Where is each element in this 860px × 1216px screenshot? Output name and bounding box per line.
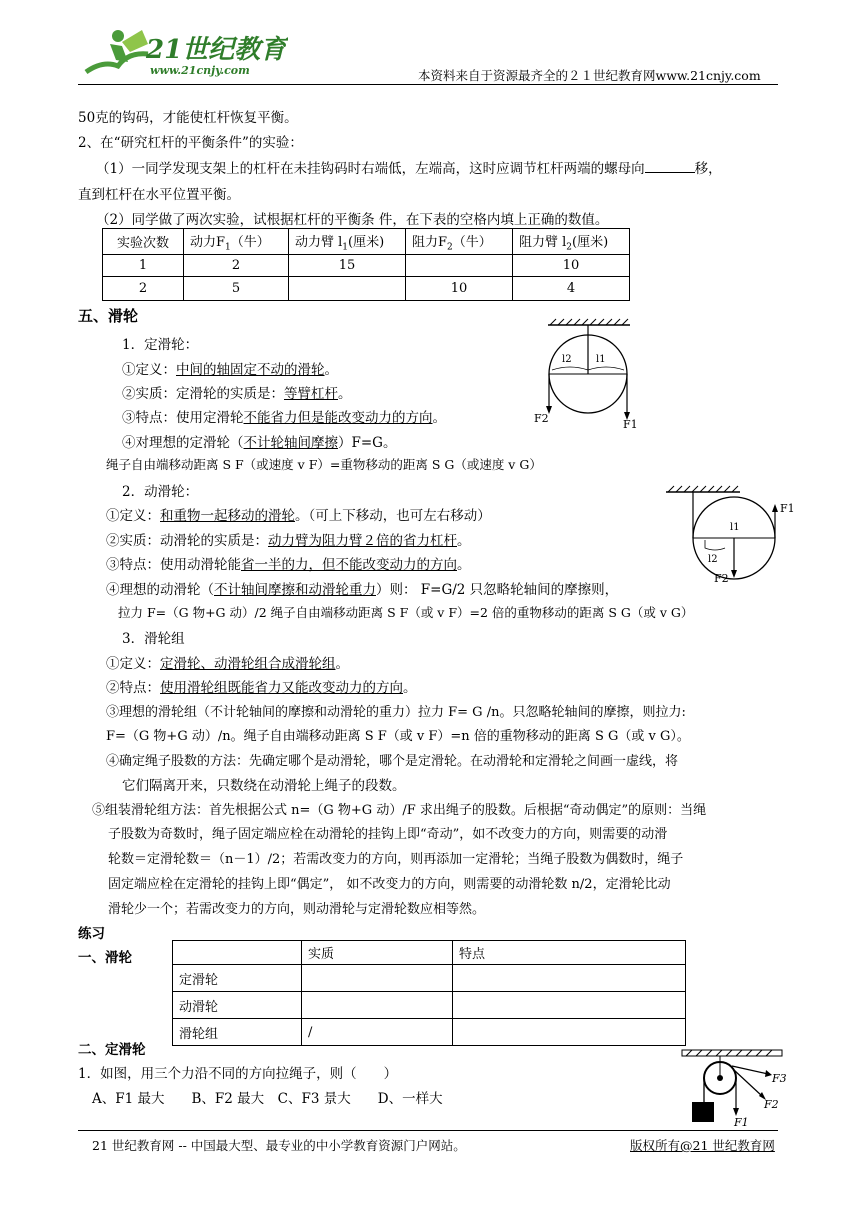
movable-pulley-nature: ②实质：动滑轮的实质是：动力臂为阻力臂２倍的省力杠杆。 [106,533,471,549]
assembly-method-line: 子股数为奇数时，绳子固定端应栓在动滑轮的挂钩上即“奇动”，如不改变力的方向，则需要的动滑 [108,827,668,842]
table-cell: 2 [103,277,184,301]
table-header: 阻力臂 $l_2$(厘米) [513,229,630,255]
figure-label: l2 [562,354,572,365]
table-header: 实质 [302,941,453,965]
figure-label: F1 [780,502,795,515]
figure-label: F2 [764,1098,779,1111]
figure-label: F3 [772,1072,787,1085]
table-cell: 1 [103,255,184,277]
table-header: 实验次数 [103,229,184,255]
assembly-method: ⑤组装滑轮组方法：首先根据公式 n=（G 物+G 动）/F 求出绳子的股数。后根据“奇动偶定”的原则：当绳 [92,803,707,818]
section-title: 五、滑轮 [78,307,139,325]
question-2-1-end: 移， [694,161,722,177]
figure-label: F1 [623,418,638,431]
question-2: 2、在“研究杠杆的平衡条件”的实验： [78,135,303,151]
question-2-1-text: （1）一同学发现支架上的杠杆在未挂钩码时右端低，左端高，这时应调节杠杆两端的螺母向 [96,161,645,177]
movable-pulley-ideal: ④理想的动滑轮（不计轴间摩擦和动滑轮重力）则： F=G/2 只忽略轮轴间的摩擦则， [106,582,619,598]
table-cell: 4 [513,277,630,301]
rope-count-method-cont: 它们隔离开来，只数绕在动滑轮上绳子的段数。 [122,778,406,794]
table-cell: 定滑轮 [173,965,302,992]
practice-title: 练习 [78,926,105,942]
figure-label: F2 [534,412,549,425]
table-cell[interactable] [302,965,453,992]
question-2-2: （2）同学做了两次实验，试根据杠杆的平衡条 件，在下表的空格内填上正确的数值。 [96,212,609,228]
table-cell: 5 [184,277,289,301]
table-header: 阻力$F_2$（牛） [406,229,513,255]
movable-pulley-pull-text: 拉力 F=（G 物+G 动）/2 绳子自由端移动距离 S F（或 v F）=2 倍的重物移动的距离 S G（或 v G） [118,605,694,620]
table-cell[interactable] [289,277,406,301]
figure-label: F1 [734,1116,749,1129]
footer-text: 21 世纪教育网 -- 中国最大型、最专业的中小学教育资源门户网站。 [92,1138,466,1153]
lever-data-table [102,228,630,301]
figure-label: l1 [730,522,740,533]
fixed-pulley-nature: ②实质：定滑轮的实质是：等臂杠杆。 [122,386,352,402]
table-header: 动力$F_1$（牛） [184,229,289,255]
movable-pulley-definition: ①定义：和重物一起移动的滑轮。（可上下移动，也可左右移动） [106,508,491,524]
fixed-pulley-ideal: ④对理想的定滑轮（不计轮轴间摩擦）F=G。 [122,435,397,451]
fixed-pulley-definition: ①定义：中间的轴固定不动的滑轮。 [122,362,338,378]
logo-url: www.21cnjy.com [150,64,250,77]
table-header [173,941,302,965]
assembly-method-line: 固定端应栓在定滑轮的挂钩上即“偶定”， 如不改变力的方向，则需要的动滑轮数 n/2，定滑轮比动 [108,877,671,892]
fixed-pulley-rope-text: 绳子自由端移动距离 S F（或速度 v F）=重物移动的距离 S G（或速度 v G） [106,457,542,472]
logo-text: 21世纪教育 [146,35,287,65]
answer-blank[interactable] [645,158,695,173]
pulley-block-title: 3．滑轮组 [122,631,185,647]
text-line: 50克的钩码，才能使杠杆恢复平衡。 [78,110,298,126]
pulley-block-ideal-cont: F=（G 物+G 动）/n。绳子自由端移动距离 S F（或 v F）=n 倍的重物移动的距离 S G（或 v G）。 [106,729,690,744]
movable-pulley-feature: ③特点：使用动滑轮能省一半的力，但不能改变动力的方向。 [106,557,471,573]
fixed-pulley-feature: ③特点：使用定滑轮不能省力但是能改变动力的方向。 [122,410,446,426]
table-cell: 2 [184,255,289,277]
question-2-1-cont: 直到杠杆在水平位置平衡。 [78,187,240,203]
figure-label: F2 [714,572,729,585]
table-cell[interactable] [453,1019,686,1046]
table-cell: 动滑轮 [173,992,302,1019]
answer-options: A、F1 最大 B、F2 最大 C、F3 景大 D、一样大 [92,1091,443,1107]
table-header: 动力臂 $l_1$(厘米) [289,229,406,255]
footer-rule [78,1130,778,1131]
table-cell[interactable] [453,992,686,1019]
practice-subtitle: 二、定滑轮 [78,1042,146,1058]
practice-subtitle: 一、滑轮 [78,950,132,966]
table-cell[interactable] [302,992,453,1019]
pulley-block-definition: ①定义：定滑轮、动滑轮组合成滑轮组。 [106,656,349,672]
question-2-1 [96,157,722,177]
three-forces-pulley-diagram [680,1046,790,1130]
header-rule [78,84,778,85]
pulley-practice-table [172,940,686,1046]
table-cell: 10 [513,255,630,277]
rope-count-method: ④确定绳子股数的方法：先确定哪个是动滑轮，哪个是定滑轮。在动滑轮和定滑轮之间画一虚线，将 [106,754,679,769]
assembly-method-line: 滑轮少一个；若需改变力的方向，则动滑轮与定滑轮数应相等然。 [108,902,486,917]
movable-pulley-diagram [660,482,800,592]
practice-question-1: 1．如图，用三个力沿不同的方向拉绳子，则（ ） [78,1066,398,1082]
header-source-text: 本资料来自于资源最齐全的２１世纪教育网www.21cnjy.com [418,68,761,83]
assembly-method-line: 轮数＝定滑轮数＝（n－1）/2；若需改变力的方向，则再添加一定滑轮；当绳子股数为偶数时，绳子 [108,852,684,867]
table-cell: 15 [289,255,406,277]
movable-pulley-title: 2．动滑轮： [122,484,199,500]
table-cell: / [302,1019,453,1046]
site-logo [78,22,288,84]
figure-label: l2 [708,554,718,565]
table-cell[interactable] [453,965,686,992]
table-cell: 10 [406,277,513,301]
footer-copyright-link[interactable]: 版权所有@21 世纪教育网 [630,1138,775,1153]
pulley-block-ideal: ③理想的滑轮组（不计轮轴间的摩擦和动滑轮的重力）拉力 F= G /n。只忽略轮轴间的摩擦，则拉力: [106,705,686,720]
figure-label: l1 [596,354,606,365]
fixed-pulley-title: 1．定滑轮： [122,337,199,353]
pulley-block-feature: ②特点：使用滑轮组既能省力又能改变动力的方向。 [106,680,417,696]
fixed-pulley-diagram [530,318,650,433]
table-header: 特点 [453,941,686,965]
table-cell[interactable] [406,255,513,277]
table-cell: 滑轮组 [173,1019,302,1046]
